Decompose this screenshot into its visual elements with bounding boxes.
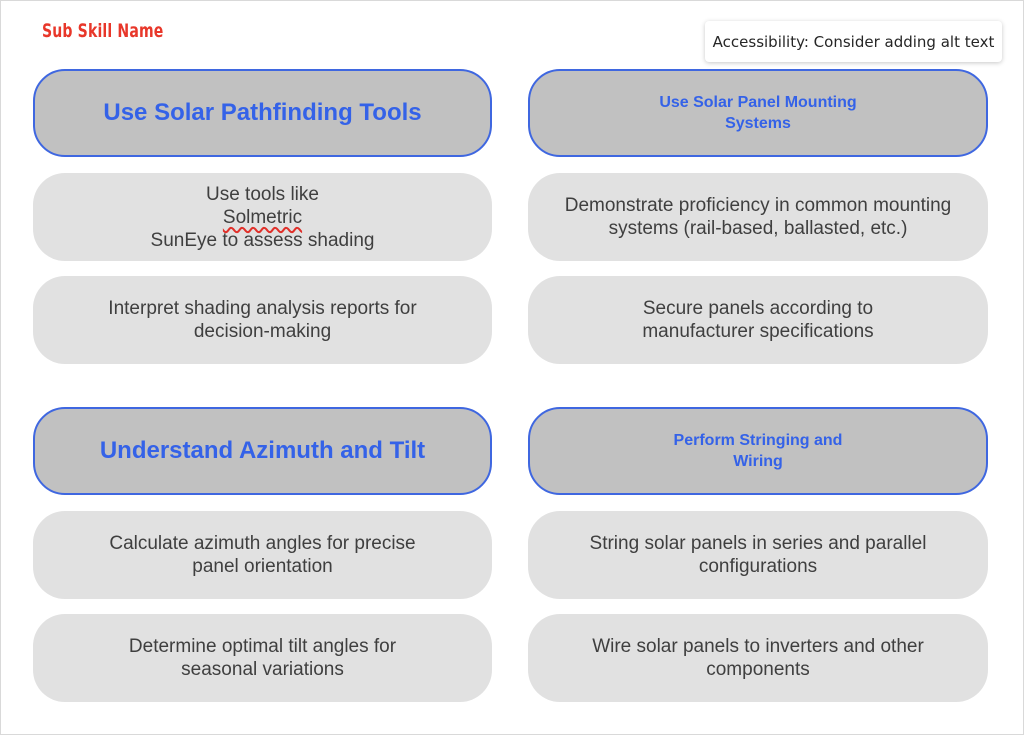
detail-card[interactable] [528,173,988,261]
spelling-flagged-word[interactable]: Solmetric [222,206,303,228]
detail-text: Interpret shading analysis reports for decision-making [108,298,417,342]
detail-text: Secure panels according to manufacturer specifications [642,298,874,342]
sub-skill-name-label: Sub Skill Name [42,20,164,42]
detail-card[interactable] [33,276,492,364]
detail-text: Calculate azimuth angles for precise panel orientation [109,533,416,577]
skill-title: Perform Stringing and Wiring [673,432,843,470]
detail-text [151,183,375,252]
skill-title: Use Solar Pathfinding Tools [103,99,422,126]
skill-title: Understand Azimuth and Tilt [99,437,426,464]
detail-card[interactable] [33,173,492,261]
detail-card[interactable] [528,276,988,364]
skill-card-azimuth-tilt[interactable] [33,407,492,495]
detail-text: Demonstrate proficiency in common mounting systems (rail-based, ballasted, etc.) [564,195,952,239]
detail-text-part: Use tools like [205,183,319,205]
detail-text: String solar panels in series and parallel configurations [589,533,927,577]
detail-card[interactable] [33,511,492,599]
detail-text-part: SunEye to assess shading [150,229,375,251]
accessibility-tooltip[interactable]: Accessibility: Consider adding alt text [705,21,1002,62]
skill-card-panel-mounting[interactable] [528,69,988,157]
skill-card-stringing-wiring[interactable] [528,407,988,495]
detail-card[interactable] [528,614,988,702]
skill-card-solar-pathfinding[interactable] [33,69,492,157]
detail-card[interactable] [528,511,988,599]
detail-text: Determine optimal tilt angles for seasonal variations [128,636,397,680]
detail-text: Wire solar panels to inverters and other components [592,636,924,680]
detail-card[interactable] [33,614,492,702]
skill-title: Use Solar Panel Mounting Systems [659,94,857,132]
